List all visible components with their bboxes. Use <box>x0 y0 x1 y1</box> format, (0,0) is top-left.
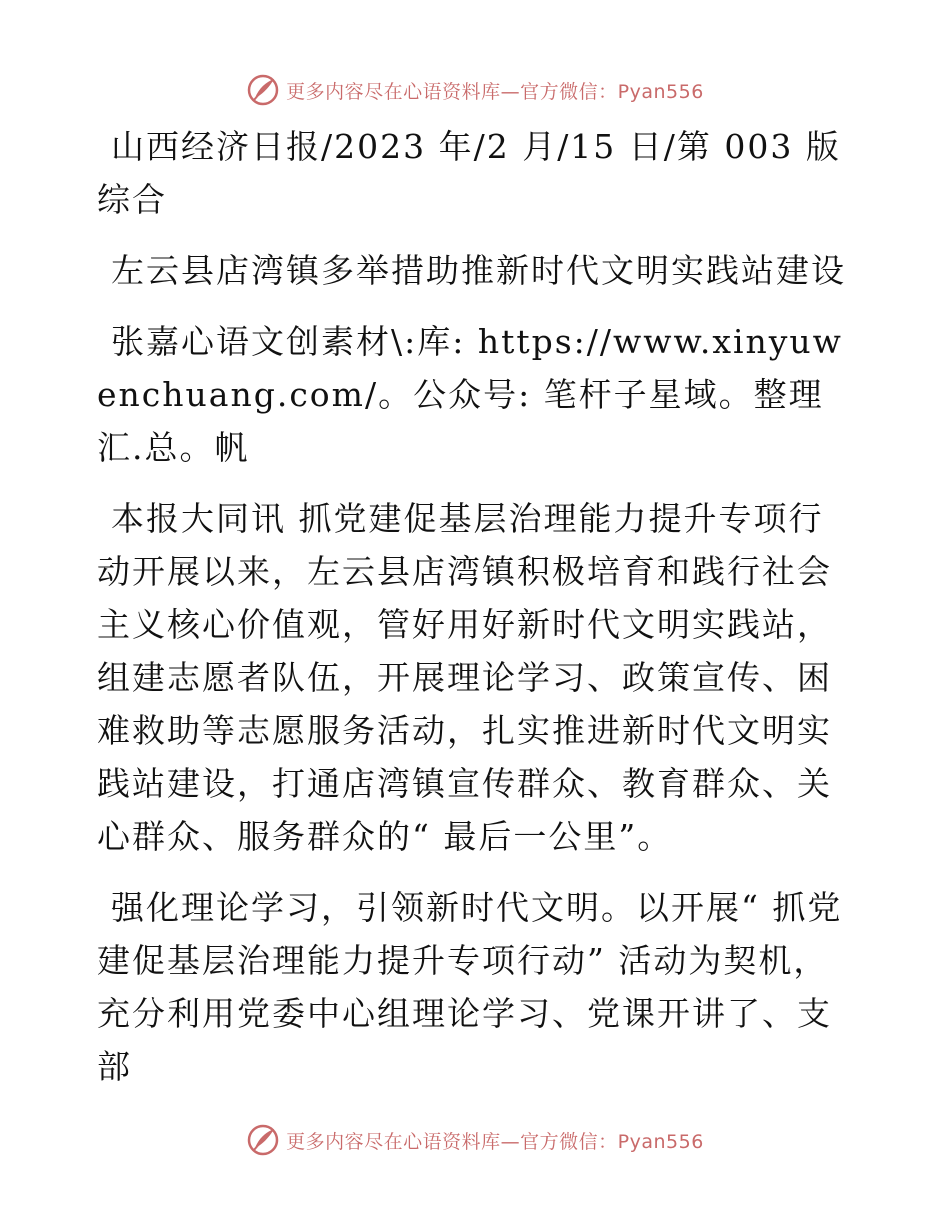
body-paragraph-2: 强化理论学习，引领新时代文明。以开展“ 抓党建促基层治理能力提升专项行动” 活动为契机，充分利用党委中心组理论学习、党课开讲了、支部 <box>97 888 843 1086</box>
feather-quill-logo-icon <box>246 1123 280 1157</box>
source-line: 山西经济日报/2023 年/2 月/15 日/第 003 版综合 <box>97 127 841 219</box>
body-paragraph-1: 本报大同讯 抓党建促基层治理能力提升专项行动开展以来，左云县店湾镇积极培育和践行社会主义核心价值观，管好用好新时代文明实践站，组建志愿者队伍，开展理论学习、政策宣传、困难救助等志愿服务活动，扎实推进新时代文明实践站建设，打通店湾镇宣传群众、教育群众、关心群众、服务群众的“ 最后一公里”。 <box>97 499 832 856</box>
watermark-text: 更多内容尽在心语资料库—官方微信：Pyan556 <box>286 80 704 103</box>
watermark-banner-bottom <box>0 1120 950 1160</box>
watermark-text: 更多内容尽在心语资料库—官方微信：Pyan556 <box>286 1130 704 1153</box>
watermark-banner-top <box>0 70 950 110</box>
feather-quill-logo-icon <box>246 73 280 107</box>
author-line: 张嘉心语文创素材\:库: https://www.xinyuwenchuang.com/。公众号: 笔杆子星域。整理汇.总。帆 <box>97 322 843 467</box>
document-body <box>97 120 847 1111</box>
headline: 左云县店湾镇多举措助推新时代文明实践站建设 <box>111 251 846 290</box>
